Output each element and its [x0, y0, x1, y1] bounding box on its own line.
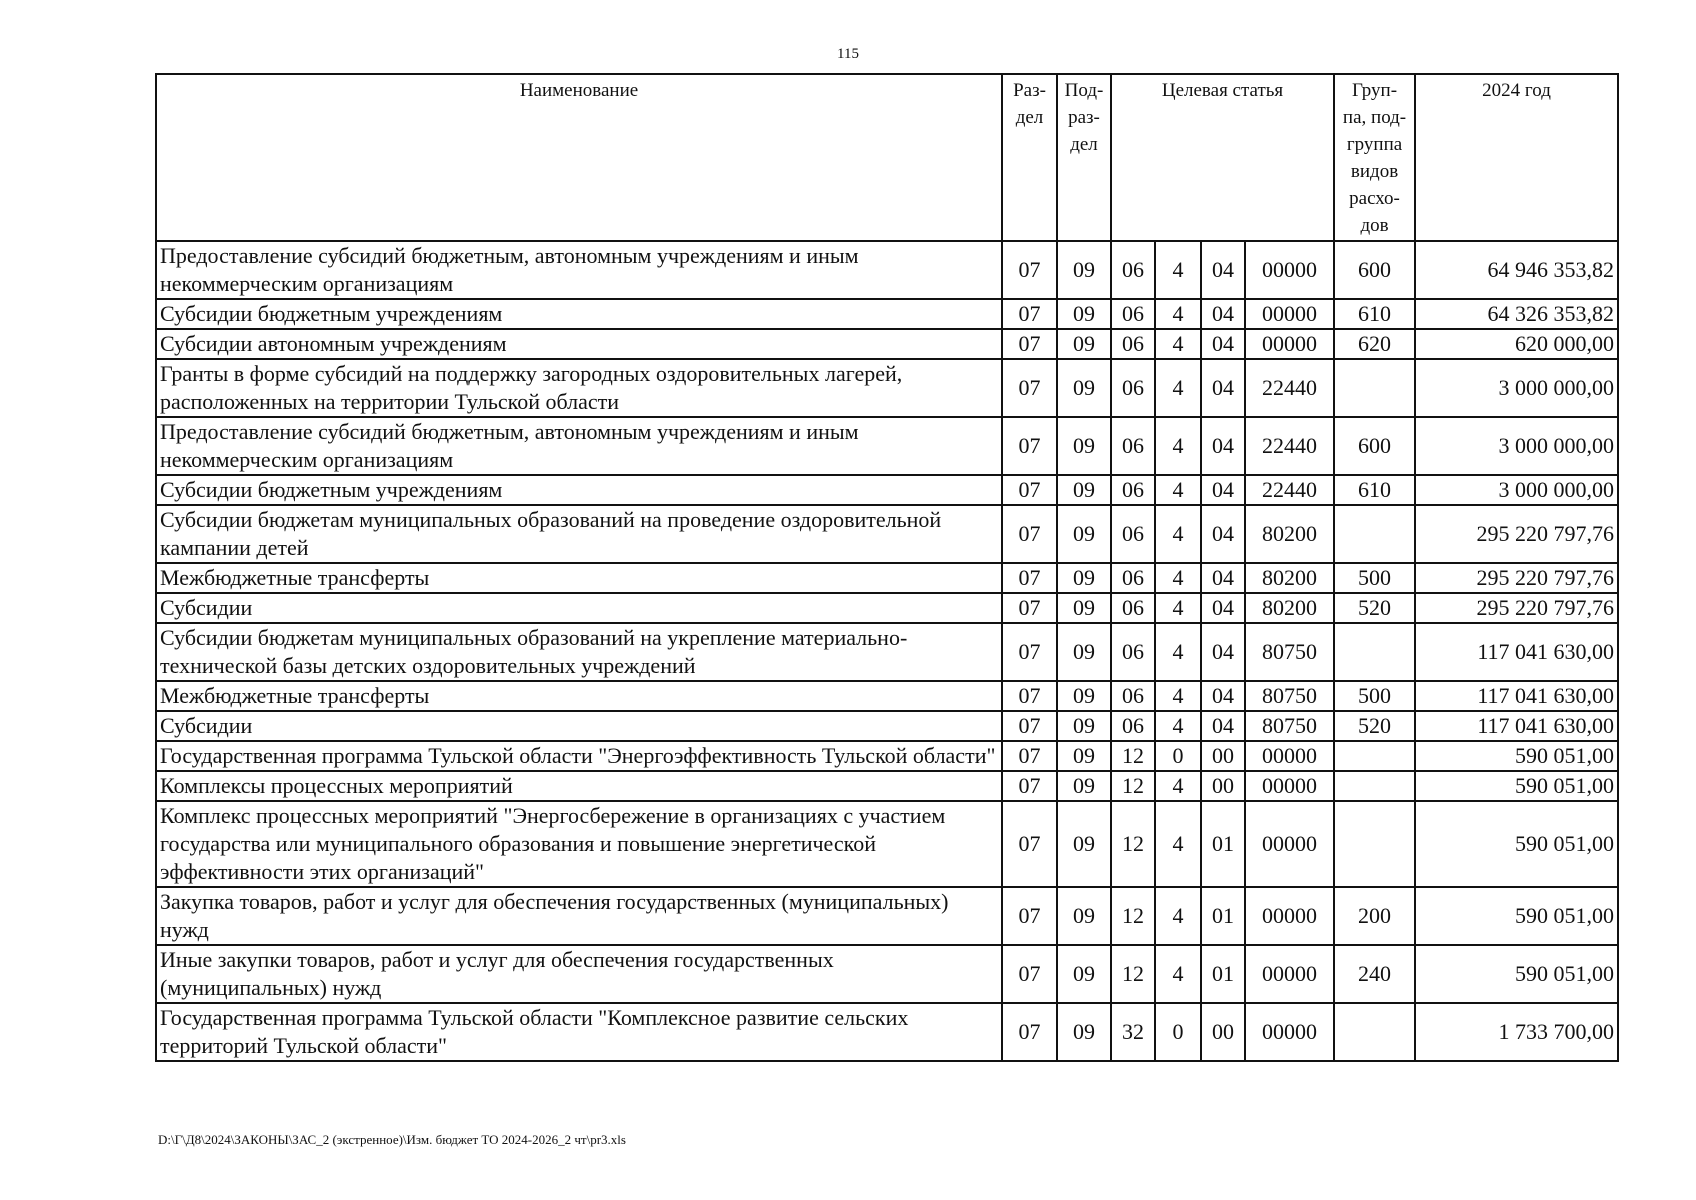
table-row — [156, 241, 1618, 299]
cell-target-type: 4 — [1155, 505, 1201, 563]
cell-target-direction: 22440 — [1245, 475, 1334, 505]
cell-podrazdel: 09 — [1057, 945, 1111, 1003]
table-row — [156, 887, 1618, 945]
cell-amount: 117 041 630,00 — [1415, 623, 1618, 681]
cell-amount: 64 946 353,82 — [1415, 241, 1618, 299]
header-row — [156, 74, 1618, 241]
cell-target-direction: 00000 — [1245, 329, 1334, 359]
cell-target-direction: 80750 — [1245, 681, 1334, 711]
cell-amount: 590 051,00 — [1415, 945, 1618, 1003]
cell-target-type: 4 — [1155, 681, 1201, 711]
cell-podrazdel: 09 — [1057, 711, 1111, 741]
cell-target-subprogram: 01 — [1201, 801, 1245, 887]
cell-razdel: 07 — [1002, 623, 1057, 681]
cell-name: Субсидии бюджетным учреждениям — [156, 299, 1002, 329]
cell-target-program: 06 — [1111, 563, 1155, 593]
header-razdel-label: Раз- дел — [1013, 80, 1046, 128]
footer-file-path: D:\Г\Д8\2024\ЗАКОНЫ\ЗАС_2 (экстренное)\Изм. бюджет ТО 2024-2026_2 чт\pr3.xls — [158, 1132, 626, 1147]
cell-target-direction: 00000 — [1245, 945, 1334, 1003]
cell-target-program: 12 — [1111, 801, 1155, 887]
cell-amount: 590 051,00 — [1415, 887, 1618, 945]
budget-table — [155, 73, 1619, 1062]
cell-amount: 295 220 797,76 — [1415, 505, 1618, 563]
cell-target-direction: 80200 — [1245, 563, 1334, 593]
cell-name: Субсидии — [156, 711, 1002, 741]
cell-target-program: 12 — [1111, 945, 1155, 1003]
cell-target-type: 4 — [1155, 801, 1201, 887]
cell-name: Субсидии бюджетам муниципальных образований на проведение оздоровительной кампании детей — [156, 505, 1002, 563]
cell-target-program: 06 — [1111, 681, 1155, 711]
cell-amount: 295 220 797,76 — [1415, 563, 1618, 593]
cell-expense-group: 620 — [1334, 329, 1415, 359]
cell-target-type: 4 — [1155, 711, 1201, 741]
cell-podrazdel: 09 — [1057, 1003, 1111, 1061]
cell-podrazdel: 09 — [1057, 563, 1111, 593]
table-row — [156, 801, 1618, 887]
cell-target-type: 4 — [1155, 563, 1201, 593]
cell-razdel: 07 — [1002, 801, 1057, 887]
cell-razdel: 07 — [1002, 887, 1057, 945]
cell-target-direction: 80750 — [1245, 623, 1334, 681]
cell-target-program: 06 — [1111, 299, 1155, 329]
header-podrazdel — [1057, 74, 1111, 241]
cell-name: Субсидии бюджетным учреждениям — [156, 475, 1002, 505]
cell-podrazdel: 09 — [1057, 887, 1111, 945]
cell-target-subprogram: 04 — [1201, 711, 1245, 741]
cell-name: Государственная программа Тульской области "Комплексное развитие сельских территорий Тульской области" — [156, 1003, 1002, 1061]
cell-name: Предоставление субсидий бюджетным, автономным учреждениям и иным некоммерческим организациям — [156, 241, 1002, 299]
table-row — [156, 417, 1618, 475]
cell-target-program: 12 — [1111, 771, 1155, 801]
cell-expense-group: 500 — [1334, 563, 1415, 593]
cell-expense-group — [1334, 623, 1415, 681]
cell-razdel: 07 — [1002, 681, 1057, 711]
cell-expense-group: 600 — [1334, 417, 1415, 475]
cell-podrazdel: 09 — [1057, 417, 1111, 475]
cell-amount: 64 326 353,82 — [1415, 299, 1618, 329]
cell-expense-group — [1334, 505, 1415, 563]
header-year-label: 2024 год — [1482, 80, 1551, 101]
cell-podrazdel: 09 — [1057, 593, 1111, 623]
cell-target-program: 06 — [1111, 475, 1155, 505]
cell-target-type: 4 — [1155, 771, 1201, 801]
cell-target-type: 4 — [1155, 241, 1201, 299]
cell-name: Межбюджетные трансферты — [156, 563, 1002, 593]
cell-name: Государственная программа Тульской области "Энергоэффективность Тульской области" — [156, 741, 1002, 771]
header-name — [156, 74, 1002, 241]
cell-razdel: 07 — [1002, 241, 1057, 299]
cell-name: Межбюджетные трансферты — [156, 681, 1002, 711]
cell-target-direction: 00000 — [1245, 241, 1334, 299]
cell-target-subprogram: 04 — [1201, 475, 1245, 505]
table-row — [156, 593, 1618, 623]
cell-podrazdel: 09 — [1057, 505, 1111, 563]
cell-target-direction: 80750 — [1245, 711, 1334, 741]
cell-amount: 117 041 630,00 — [1415, 711, 1618, 741]
cell-target-program: 06 — [1111, 711, 1155, 741]
cell-expense-group — [1334, 771, 1415, 801]
cell-target-program: 06 — [1111, 241, 1155, 299]
cell-target-program: 06 — [1111, 359, 1155, 417]
header-year — [1415, 74, 1618, 241]
cell-target-subprogram: 00 — [1201, 771, 1245, 801]
cell-expense-group: 520 — [1334, 711, 1415, 741]
cell-name: Закупка товаров, работ и услуг для обеспечения государственных (муниципальных) нужд — [156, 887, 1002, 945]
cell-target-direction: 22440 — [1245, 417, 1334, 475]
cell-name: Субсидии бюджетам муниципальных образований на укрепление материально-технической базы детских оздоровительных учреждений — [156, 623, 1002, 681]
cell-target-subprogram: 01 — [1201, 945, 1245, 1003]
cell-target-direction: 00000 — [1245, 741, 1334, 771]
page-number: 115 — [837, 46, 859, 62]
header-razdel — [1002, 74, 1057, 241]
cell-target-direction: 80200 — [1245, 505, 1334, 563]
header-name-label: Наименование — [519, 80, 639, 101]
cell-target-direction: 00000 — [1245, 299, 1334, 329]
cell-target-type: 4 — [1155, 945, 1201, 1003]
cell-razdel: 07 — [1002, 1003, 1057, 1061]
cell-razdel: 07 — [1002, 711, 1057, 741]
cell-razdel: 07 — [1002, 945, 1057, 1003]
header-group — [1334, 74, 1415, 241]
cell-target-type: 0 — [1155, 1003, 1201, 1061]
header-podrazdel-label: Под- раз- дел — [1064, 80, 1104, 155]
cell-target-subprogram: 01 — [1201, 887, 1245, 945]
cell-expense-group — [1334, 359, 1415, 417]
table-row — [156, 771, 1618, 801]
cell-razdel: 07 — [1002, 771, 1057, 801]
cell-amount: 117 041 630,00 — [1415, 681, 1618, 711]
table-row — [156, 1003, 1618, 1061]
cell-target-subprogram: 00 — [1201, 741, 1245, 771]
cell-target-program: 06 — [1111, 593, 1155, 623]
cell-razdel: 07 — [1002, 359, 1057, 417]
cell-expense-group — [1334, 1003, 1415, 1061]
cell-podrazdel: 09 — [1057, 681, 1111, 711]
cell-target-type: 4 — [1155, 299, 1201, 329]
table-row — [156, 563, 1618, 593]
table-row — [156, 623, 1618, 681]
table-row — [156, 329, 1618, 359]
cell-expense-group: 500 — [1334, 681, 1415, 711]
cell-name: Иные закупки товаров, работ и услуг для обеспечения государственных (муниципальных) нужд — [156, 945, 1002, 1003]
table-row — [156, 475, 1618, 505]
cell-name: Предоставление субсидий бюджетным, автономным учреждениям и иным некоммерческим организациям — [156, 417, 1002, 475]
cell-amount: 1 733 700,00 — [1415, 1003, 1618, 1061]
cell-target-direction: 00000 — [1245, 887, 1334, 945]
cell-target-type: 0 — [1155, 741, 1201, 771]
cell-podrazdel: 09 — [1057, 741, 1111, 771]
cell-target-direction: 80200 — [1245, 593, 1334, 623]
cell-razdel: 07 — [1002, 417, 1057, 475]
cell-razdel: 07 — [1002, 563, 1057, 593]
cell-expense-group: 200 — [1334, 887, 1415, 945]
cell-target-program: 06 — [1111, 505, 1155, 563]
header-target — [1111, 74, 1334, 241]
cell-amount: 3 000 000,00 — [1415, 417, 1618, 475]
cell-razdel: 07 — [1002, 593, 1057, 623]
cell-target-subprogram: 04 — [1201, 681, 1245, 711]
cell-razdel: 07 — [1002, 329, 1057, 359]
cell-name: Комплексы процессных мероприятий — [156, 771, 1002, 801]
cell-target-subprogram: 04 — [1201, 623, 1245, 681]
cell-target-program: 06 — [1111, 329, 1155, 359]
cell-podrazdel: 09 — [1057, 801, 1111, 887]
table-row — [156, 505, 1618, 563]
cell-podrazdel: 09 — [1057, 623, 1111, 681]
cell-target-subprogram: 04 — [1201, 299, 1245, 329]
cell-expense-group: 600 — [1334, 241, 1415, 299]
table-row — [156, 299, 1618, 329]
cell-razdel: 07 — [1002, 299, 1057, 329]
cell-expense-group: 610 — [1334, 299, 1415, 329]
cell-target-direction: 00000 — [1245, 1003, 1334, 1061]
cell-amount: 295 220 797,76 — [1415, 593, 1618, 623]
cell-target-program: 12 — [1111, 887, 1155, 945]
cell-target-subprogram: 04 — [1201, 593, 1245, 623]
cell-podrazdel: 09 — [1057, 359, 1111, 417]
cell-target-subprogram: 04 — [1201, 359, 1245, 417]
table-body — [156, 241, 1618, 1061]
cell-target-type: 4 — [1155, 359, 1201, 417]
table-row — [156, 359, 1618, 417]
cell-amount: 620 000,00 — [1415, 329, 1618, 359]
cell-name: Гранты в форме субсидий на поддержку загородных оздоровительных лагерей, расположенных на территории Тульской области — [156, 359, 1002, 417]
cell-razdel: 07 — [1002, 741, 1057, 771]
cell-amount: 590 051,00 — [1415, 771, 1618, 801]
header-group-label: Груп- па, под- группа видов расхо- дов — [1342, 80, 1407, 236]
header-target-label: Целевая статья — [1161, 80, 1284, 101]
cell-podrazdel: 09 — [1057, 329, 1111, 359]
cell-target-program: 12 — [1111, 741, 1155, 771]
cell-name: Комплекс процессных мероприятий "Энергосбережение в организациях с участием государства или муниципального образования и повышение энергетической эффективности этих организаций" — [156, 801, 1002, 887]
cell-target-subprogram: 04 — [1201, 329, 1245, 359]
cell-target-direction: 22440 — [1245, 359, 1334, 417]
cell-amount: 590 051,00 — [1415, 801, 1618, 887]
table-row — [156, 945, 1618, 1003]
cell-target-type: 4 — [1155, 475, 1201, 505]
cell-target-subprogram: 04 — [1201, 563, 1245, 593]
cell-podrazdel: 09 — [1057, 241, 1111, 299]
table-row — [156, 681, 1618, 711]
cell-target-direction: 00000 — [1245, 771, 1334, 801]
cell-name: Субсидии автономным учреждениям — [156, 329, 1002, 359]
cell-target-type: 4 — [1155, 623, 1201, 681]
cell-amount: 3 000 000,00 — [1415, 359, 1618, 417]
cell-target-program: 32 — [1111, 1003, 1155, 1061]
cell-expense-group — [1334, 801, 1415, 887]
cell-target-type: 4 — [1155, 887, 1201, 945]
cell-razdel: 07 — [1002, 505, 1057, 563]
cell-podrazdel: 09 — [1057, 299, 1111, 329]
cell-target-program: 06 — [1111, 623, 1155, 681]
cell-target-program: 06 — [1111, 417, 1155, 475]
cell-amount: 590 051,00 — [1415, 741, 1618, 771]
cell-expense-group: 520 — [1334, 593, 1415, 623]
cell-amount: 3 000 000,00 — [1415, 475, 1618, 505]
cell-target-subprogram: 04 — [1201, 417, 1245, 475]
cell-target-direction: 00000 — [1245, 801, 1334, 887]
cell-expense-group: 240 — [1334, 945, 1415, 1003]
cell-podrazdel: 09 — [1057, 475, 1111, 505]
cell-expense-group — [1334, 741, 1415, 771]
cell-expense-group: 610 — [1334, 475, 1415, 505]
cell-target-type: 4 — [1155, 593, 1201, 623]
table-row — [156, 711, 1618, 741]
table-row — [156, 741, 1618, 771]
cell-target-type: 4 — [1155, 329, 1201, 359]
cell-podrazdel: 09 — [1057, 771, 1111, 801]
cell-name: Субсидии — [156, 593, 1002, 623]
cell-target-type: 4 — [1155, 417, 1201, 475]
cell-razdel: 07 — [1002, 475, 1057, 505]
cell-target-subprogram: 00 — [1201, 1003, 1245, 1061]
cell-target-subprogram: 04 — [1201, 505, 1245, 563]
cell-target-subprogram: 04 — [1201, 241, 1245, 299]
